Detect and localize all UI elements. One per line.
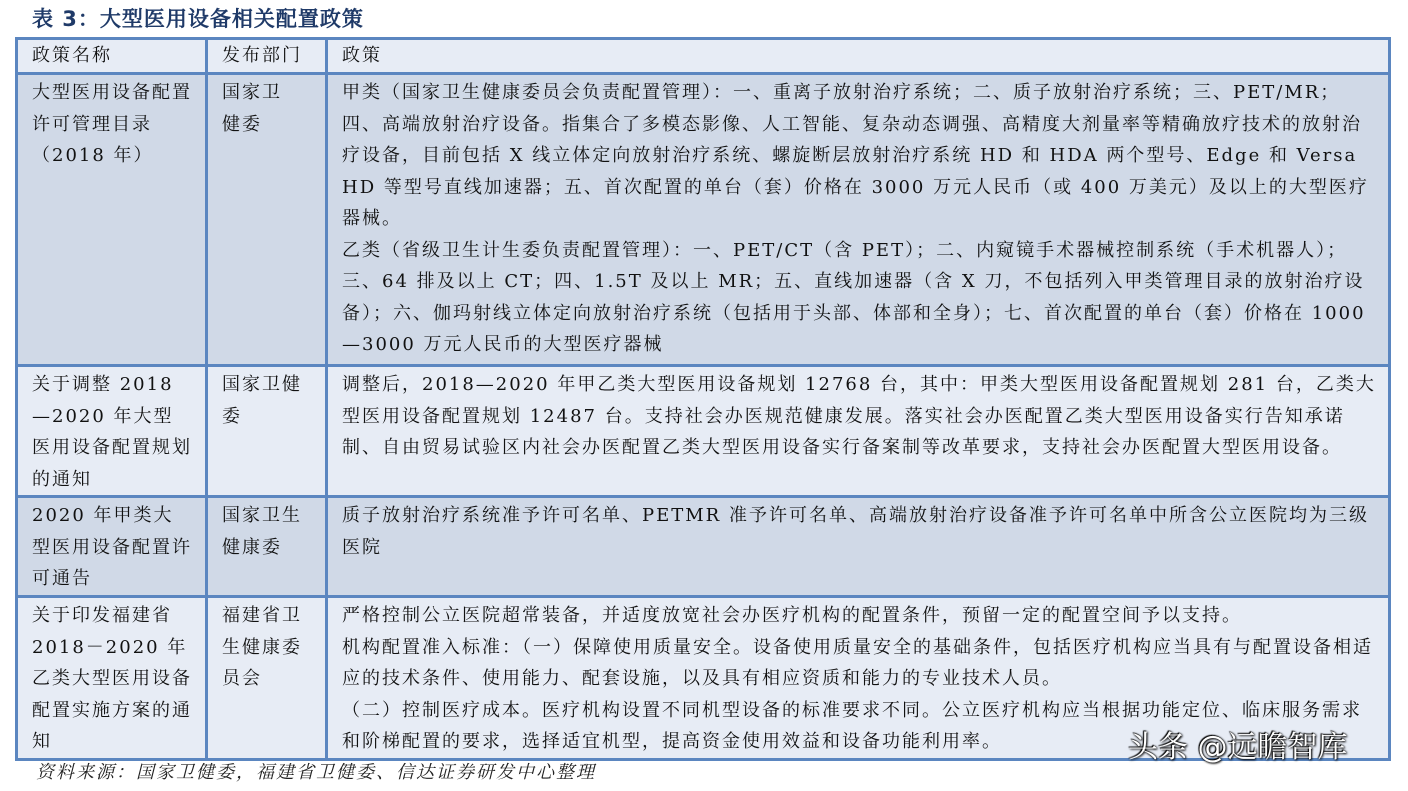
department-cell: 国家卫生健康委 [207,497,327,597]
policy-cell [327,366,1390,497]
department-cell: 国家卫健委 [207,366,327,497]
table-header-row [17,39,1390,74]
policy-name-cell: 关于调整 2018—2020 年大型医用设备配置规划的通知 [17,366,207,497]
header-policy: 政策 [327,39,1390,74]
header-policy-name: 政策名称 [17,39,207,74]
policy-paragraph: 调整后，2018—2020 年甲乙类大型医用设备规划 12768 台，其中：甲类大型医用设备配置规划 281 台，乙类大型医用设备配置规划 12487 台。支持社会办医规范健康发展。落实社会办医配置乙类大型医用设备实行告知承诺制、自由贸易试验区内社会办医配置乙类大型医用设备实行备案制等改革要求，支持社会办医配置大型医用设备。 [342,374,1376,458]
policy-paragraph: 乙类（省级卫生计生委负责配置管理）：一、PET/CT（含 PET）；二、内窥镜手术器械控制系统（手术机器人）；三、64 排及以上 CT；四、1.5T 及以上 MR；五、直线加速器（含 X 刀，不包括列入甲类管理目录的放射治疗设备）；六、伽玛射线立体定向放射治疗系统（包括用于头部、体部和全身）；七、首次配置的单台（套）价格在 1000—3000 万元人民币的大型医疗器械 [342,239,1366,355]
table-row [17,497,1390,597]
policy-name-cell: 关于印发福建省 2018－2020 年乙类大型医用设备配置实施方案的通知 [17,597,207,760]
policy-cell [327,497,1390,597]
policy-table [15,37,1391,761]
header-department: 发布部门 [207,39,327,74]
department-cell: 福建省卫生健康委员会 [207,597,327,760]
table-row [17,366,1390,497]
policy-paragraph: 严格控制公立医院超常装备，并适度放宽社会办医疗机构的配置条件，预留一定的配置空间予以支持。 [342,605,1242,626]
policy-paragraph: 机构配置准入标准：（一）保障使用质量安全。设备使用质量安全的基础条件，包括医疗机构应当具有与配置设备相适应的技术条件、使用能力、配套设施，以及具有相应资质和能力的专业技术人员。 [342,636,1373,689]
policy-paragraph: （二）控制医疗成本。医疗机构设置不同机型设备的标准要求不同。公立医疗机构应当根据功能定位、临床服务需求和阶梯配置的要求，选择适宜机型，提高资金使用效益和设备功能利用率。 [342,699,1362,752]
source-note: 资料来源：国家卫健委，福建省卫健委、信达证券研发中心整理 [36,762,596,783]
watermark: 头条 @远瞻智库 [1128,730,1348,765]
policy-name-cell: 大型医用设备配置许可管理目录（2018 年） [17,74,207,366]
policy-paragraph: 质子放射治疗系统准予许可名单、PETMR 准予许可名单、高端放射治疗设备准予许可名单中所含公立医院均为三级医院 [342,505,1369,558]
table-row [17,74,1390,366]
department-cell: 国家卫健委 [207,74,327,366]
table-title: 表 3：大型医用设备相关配置政策 [32,7,364,31]
policy-cell [327,74,1390,366]
policy-name-cell: 2020 年甲类大型医用设备配置许可通告 [17,497,207,597]
policy-paragraph: 甲类（国家卫生健康委员会负责配置管理）：一、重离子放射治疗系统；二、质子放射治疗系统；三、PET/MR；四、高端放射治疗设备。指集合了多模态影像、人工智能、复杂动态调强、高精度大剂量率等精确放疗技术的放射治疗设备，目前包括 X 线立体定向放射治疗系统、螺旋断层放射治疗系统 HD 和 HDA 两个型号、Edge 和 Versa HD 等型号直线加速器；五、首次配置的单台（套）价格在 3000 万元人民币（或 400 万美元）及以上的大型医疗器械。 [342,82,1369,229]
